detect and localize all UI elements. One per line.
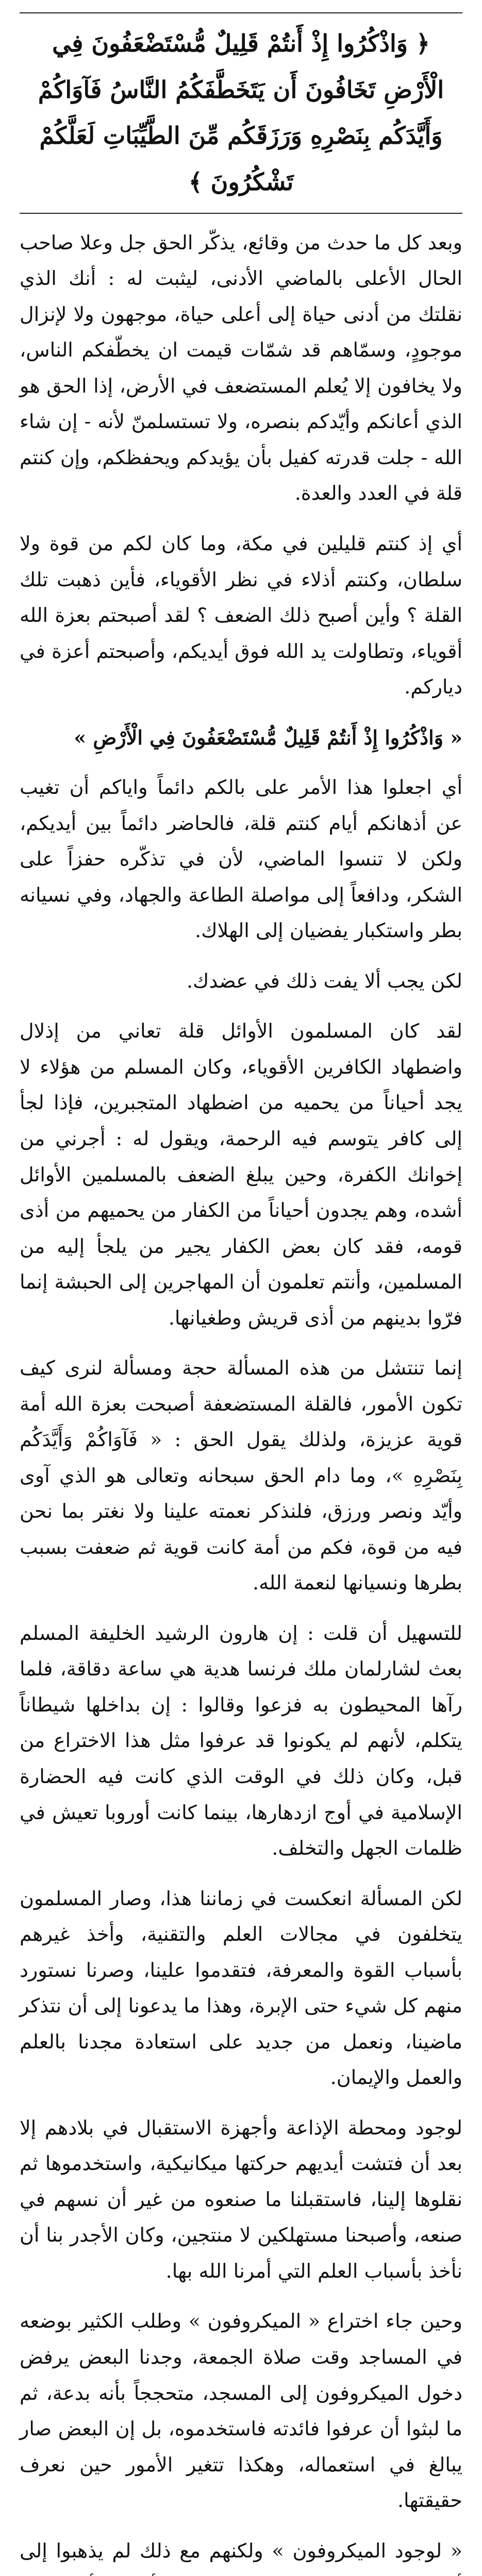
paragraph: أي إذ كنتم قليلين في مكة، وما كان لكم من قوة ولا سلطان، وكنتم أذلاء في نظر الأقوياء، فأين ذهبت تلك القلة ؟ وأين أصبح ذلك الضعف ؟ لقد أصبحتم بعزة الله أقوياء، وتطاولت يد الله فوق أيديكم، وأصبحتم أعزة في دياركم. <box>20 532 462 699</box>
paragraph: وحين جاء اختراع « الميكروفون » وطلب الكثير بوضعه في المساجد وقت صلاة الجمعة، وجدنا البعض يرفض دخول الميكروفون إلى المسجد، متحججاً بأنه بدعة، ثم ما لبثوا أن عرفوا فائدته فاستخدموه، بل إن البعض صار يبالغ في استعماله، وهكذا تتغير الأمور حين نعرف حقيقتها. <box>20 2310 462 2512</box>
paragraph: لكن يجب ألا يفت ذلك في عضدك. <box>186 969 462 992</box>
paragraph: إنما تنتشل من هذه المسألة حجة ومسألة لنرى كيف تكون الأمور، فالقلة المستضعفة أصبحت بعزة الله أمة قوية عزيزة، ولذلك يقول الحق : « فَآوَاكُمْ وَأَيَّدَكُم بِنَصْرِهِ »، وما دام الحق سبحانه وتعالى هو الذي آوى وأيّد ونصر ورزق، فلنذكر نعمته علينا ولا نغتر بما نحن فيه من قوة، فكم من أمة كانت قوية ثم ضعفت بسبب بطرها ونسيانها لنعمة الله. <box>20 1357 462 1595</box>
paragraph: للتسهيل أن قلت : إن هارون الرشيد الخليفة المسلم بعث لشارلمان ملك فرنسا هدية هي ساعة دقاقة، فلما رآها المحيطون به فزعوا وقالوا : إن بداخلها شيطاناً يتكلم، لأنهم لم يكونوا قد عرفوا مثل هذا الاختراع من قبل، وكان ذلك في الوقت الذي كانت فيه الحضارة الإسلامية في أوج ازدهارها، بينما كانت أوروبا تعيش في ظلمات الجهل والتخلف. <box>20 1621 462 1860</box>
section-2 <box>20 1013 462 1601</box>
section-1 <box>20 225 462 999</box>
paragraph: لقد كان المسلمون الأوائل قلة تعاني من إذلال واضطهاد الكافرين الأقوياء، وكان المسلم من هؤلاء لا يجد أحياناً من يحميه من اضطهاد المتجبرين، فإذا لجأ إلى كافر يتوسم فيه الرحمة، ويقول له : أجرني من إخوانك الكفرة، وحين يبلغ الضعف بالمسلمين الأوائل أشده، وهم يجدون أحياناً من الكفار من يحميهم من أذى قومه، فقد كان بعض الكفار يجير من يلجأ إليه من المسلمين، وأنتم تعلمون أن المهاجرين إلى الحبشة إنما فرّوا بدينهم من أذى قريش وطغيانها. <box>20 1020 463 1329</box>
section-3 <box>20 1616 462 2576</box>
paragraph: لوجود ومحطة الإذاعة وأجهزة الاستقبال في بلادهم إلا بعد أن فتشت أيديهم حركتها ميكانيكية، واستخدموها ثم نقلوها إلينا، فاستقبلنا ما صنعوه من غير أن نسهم في صنعه، وأصبحنا مستهلكين لا منتجين، وكان الأجدر بنا أن نأخذ بأسباب العلم التي أمرنا الله بها. <box>20 2116 462 2282</box>
paragraph: « لوجود الميكروفون » ولكنهم مع ذلك لم يذهبوا إلى <box>20 2539 462 2562</box>
paragraph-quote: « وَاذْكُرُوا إِذْ أَنتُمْ قَلِيلٌ مُّسْتَضْعَفُونَ فِي الْأَرْضِ » <box>74 725 462 749</box>
top-verse: ﴿ وَاذْكُرُوا إِذْ أَنتُمْ قَلِيلٌ مُّسْتَضْعَفُونَ فِي الْأَرْضِ تَخَافُونَ أَن يَتَخَطَّفَكُمُ النَّاسُ فَآوَاكُمْ وَأَيَّدَكُم بِنَصْرِهِ وَرَزَقَكُم مِّنَ الطَّيِّبَاتِ لَعَلَّكُمْ تَشْكُرُونَ ﴾ <box>20 12 462 214</box>
paragraph: وبعد كل ما حدث من وقائع، يذكّر الحق جل وعلا صاحب الحال الأعلى بالماضي الأدنى، ليثبت له : أنك الذي نقلتك من أدنى حياة إلى أعلى حياة، موجهون ولا لإنزال موجودٍ، وسمّاهم قد شمّات قيمت ان يخطّفكم الناس، ولا يخافون إلا يُعلم المستضعف في الأرض، إذا الحق هو الذي أعانكم وأيّدكم بنصره، ولا تستسلمنّ لأنه - إن شاء الله - جلت قدرته كفيل بأن يؤيدكم ويحفظكم، وإن كنتم قلة في العدد والعدة. <box>20 231 463 505</box>
paragraph: أي اجعلوا هذا الأمر على بالكم دائماً واياكم أن تغيب عن أذهانكم أيام كنتم قلة، فالحاضر دائماً بين أيديكم، ولكن لا تنسوا الماضي، لأن في تذكّره حفزاً على الشكر، ودافعاً إلى مواصلة الطاعة والجهاد، وفي نسيانه بطر واستكبار يفضيان إلى الهلاك. <box>20 776 462 942</box>
paragraph: لكن المسألة انعكست في زماننا هذا، وصار المسلمون يتخلفون في مجالات العلم والتقنية، وأخذ غيرهم بأسباب القوة والمعرفة، فتقدموا علينا، وصرنا نستورد منهم كل شيء حتى الإبرة، وهذا ما يدعونا إلى أن نتذكر ماضينا، ونعمل من جديد على استعادة مجدنا بالعلم والعمل والإيمان. <box>20 1887 462 2089</box>
